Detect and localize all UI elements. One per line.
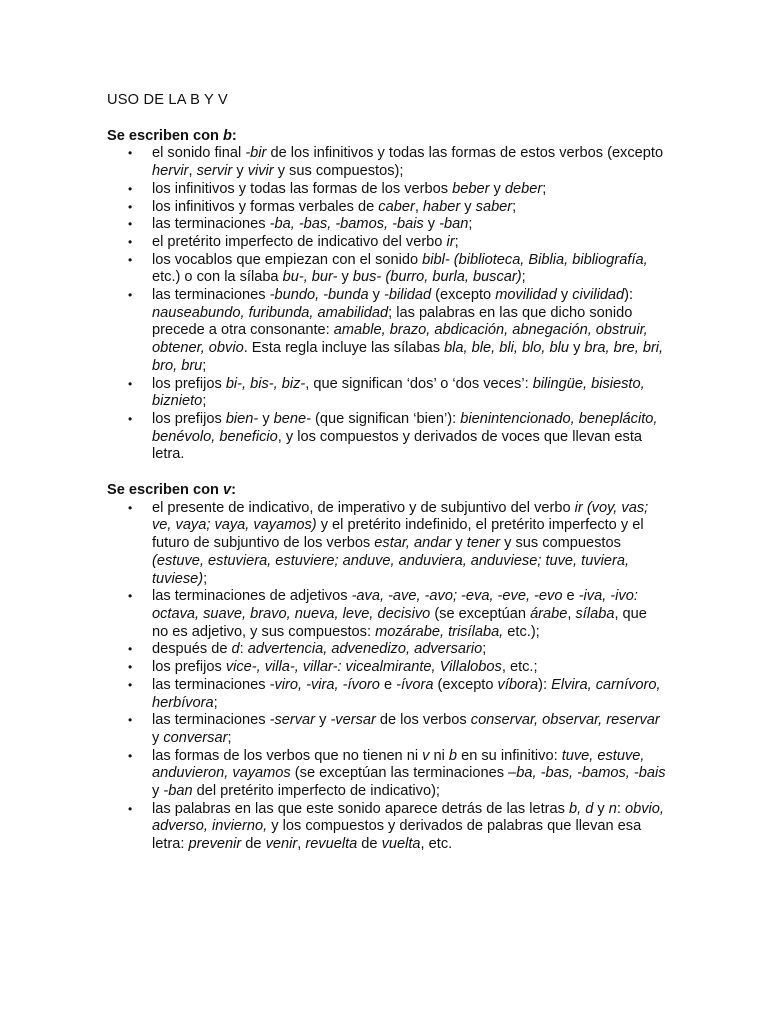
text-run: y — [489, 180, 505, 197]
section-heading — [107, 128, 667, 146]
italic-text: bene- — [273, 410, 311, 427]
italic-text: hervir — [152, 163, 189, 180]
list-item — [152, 712, 667, 747]
rules-list — [107, 500, 667, 854]
italic-text: civilidad — [572, 287, 625, 304]
text-run: , — [297, 836, 306, 853]
italic-text: -ívora — [396, 676, 434, 693]
heading-letter: b — [223, 127, 232, 144]
list-item — [152, 145, 667, 180]
list-item — [152, 801, 667, 854]
italic-text: -viro, -vira, -ívoro — [269, 676, 380, 693]
text-run: ): — [624, 287, 634, 304]
heading-suffix: : — [231, 127, 237, 144]
text-run: , — [414, 198, 423, 215]
italic-text: -ban — [163, 783, 193, 800]
text-run: y sus compuestos — [500, 535, 621, 552]
list-item — [152, 199, 667, 217]
italic-text: movilidad — [495, 287, 557, 304]
italic-text: vivir — [247, 163, 274, 180]
italic-text: –ba, -bas, -bamos, -bais — [508, 765, 666, 782]
italic-text: tener — [466, 535, 501, 552]
text-run: los infinitivos y formas verbales de — [152, 198, 379, 215]
text-run: las terminaciones — [152, 287, 270, 304]
text-run: (que significan ‘bien’): — [311, 410, 461, 427]
text-run: etc.); — [503, 623, 540, 640]
text-run: y — [258, 410, 274, 427]
italic-text: advertencia, advenedizo, adversario — [247, 641, 483, 658]
text-run: , que no es adjetivo, y sus compuestos: — [152, 605, 647, 640]
list-item — [152, 588, 667, 641]
italic-text: beber — [452, 180, 490, 197]
text-run: (excepto — [431, 287, 496, 304]
text-run: las palabras en las que este sonido aparece detrás de las letras — [152, 800, 569, 817]
italic-text: revuelta — [305, 836, 358, 853]
text-run: y — [152, 729, 164, 746]
list-item — [152, 748, 667, 801]
list-item — [152, 216, 667, 234]
rules-list — [107, 145, 667, 464]
italic-text: -ava, -ave, -avo; -eva, -eve, -evo — [351, 588, 563, 605]
text-run: el pretérito imperfecto de indicativo del verbo — [152, 233, 447, 250]
text-run: de los verbos — [375, 712, 471, 729]
italic-text: bi-, bis-, biz- — [225, 375, 306, 392]
text-run: ; — [512, 198, 517, 215]
text-run: , etc.; — [501, 659, 538, 676]
text-run: y — [569, 340, 585, 357]
text-run: ; — [202, 393, 207, 410]
italic-text: ir (voy, vas; ve, vaya; vaya, vayamos) — [152, 499, 649, 534]
italic-text: (estuve, estuviera, estuviere; anduve, anduviera, anduviese; tuve, tuviera, tuviese) — [152, 552, 630, 587]
text-run: y el pretérito indefinido, el pretérito imperfecto y el futuro de subjuntivo de los verbos — [152, 517, 644, 552]
text-run: después de — [152, 641, 232, 658]
italic-text: bus- (burro, burla, buscar) — [352, 269, 522, 286]
italic-text: caber — [378, 198, 415, 215]
text-run: ; — [454, 233, 459, 250]
text-run: las formas de los verbos que no tienen ni — [152, 747, 423, 764]
document-page — [107, 92, 667, 872]
section-heading — [107, 482, 667, 500]
list-item — [152, 641, 667, 659]
text-run: y — [460, 198, 476, 215]
italic-text: -ba, -bas, -bamos, -bais — [269, 216, 424, 233]
text-run: las terminaciones de adjetivos — [152, 588, 352, 605]
text-run: : — [239, 641, 248, 658]
italic-text: b — [448, 747, 458, 764]
list-item — [152, 677, 667, 712]
italic-text: árabe — [530, 605, 568, 622]
section-b — [107, 128, 667, 464]
italic-text: n — [608, 800, 617, 817]
text-run: , etc. — [420, 836, 453, 853]
section-v — [107, 482, 667, 854]
text-run: : — [616, 800, 625, 817]
italic-text: -iva, -ivo: octava, suave, bravo, nueva, leve, decisivo — [152, 588, 638, 622]
italic-text: -bir — [245, 145, 267, 162]
italic-text: prevenir — [188, 836, 242, 853]
list-item — [152, 659, 667, 677]
list-item — [152, 287, 667, 376]
italic-text: amable, brazo, abdicación, abnegación, obstruir, obtener, obvio — [152, 322, 648, 357]
italic-text: ir — [446, 233, 455, 250]
italic-text: mozárabe, trisílaba, — [375, 623, 504, 640]
italic-text: bibl- (biblioteca, Biblia, bibliografía, — [422, 251, 648, 268]
text-run: ; — [213, 694, 218, 711]
text-run: . Esta regla incluye las sílabas — [243, 340, 445, 357]
text-run: los prefijos — [152, 410, 226, 427]
italic-text: sílaba — [575, 605, 615, 622]
italic-text: -versar — [330, 712, 376, 729]
italic-text: Elvira, carnívoro, herbívora — [152, 676, 661, 711]
text-run: de — [241, 836, 266, 853]
text-run: y — [368, 287, 385, 304]
italic-text: estar, andar — [374, 535, 452, 552]
list-item — [152, 376, 667, 411]
text-run: y — [593, 800, 609, 817]
italic-text: nauseabundo, furibunda, amabilidad — [152, 304, 389, 321]
text-run: y — [337, 269, 353, 286]
italic-text: bra, bre, bri, bro, bru — [152, 340, 664, 374]
list-item — [152, 252, 667, 287]
text-run: y — [423, 216, 440, 233]
text-run: ni — [429, 747, 449, 764]
italic-text: bien- — [225, 410, 259, 427]
text-run: , y los compuestos y derivados de voces que llevan esta letra. — [152, 428, 642, 463]
text-run: de los infinitivos y todas las formas de estos verbos (excepto — [266, 145, 664, 162]
text-run: ; — [521, 269, 526, 286]
text-run: y — [556, 287, 573, 304]
italic-text: saber — [475, 198, 513, 215]
text-run: y — [451, 535, 467, 552]
italic-text: víbora — [497, 676, 539, 693]
text-run: del pretérito imperfecto de indicativo); — [192, 783, 440, 800]
text-run: (se exceptúan las terminaciones — [290, 765, 509, 782]
text-run: los prefijos — [152, 375, 226, 392]
text-run: y — [152, 783, 164, 800]
italic-text: bla, ble, bli, blo, blu — [444, 340, 570, 357]
text-run: etc.) o con la sílaba — [152, 269, 283, 286]
text-run: (excepto — [433, 676, 498, 693]
text-run: (se exceptúan — [430, 605, 531, 622]
text-run: ; — [227, 729, 232, 746]
text-run: los prefijos — [152, 659, 226, 676]
text-run: ; — [202, 357, 207, 374]
text-run: los vocablos que empiezan con el sonido — [152, 251, 423, 268]
heading-prefix: Se escriben con — [107, 127, 223, 144]
text-run: ; las palabras en las que dicho sonido precede a otra consonante: — [152, 304, 633, 339]
text-run: , que significan ‘dos’ o ‘dos veces’: — [305, 375, 533, 392]
italic-text: tuve, estuve, anduvieron, vayamos — [152, 747, 645, 782]
text-run: las terminaciones — [152, 676, 270, 693]
text-run: ): — [538, 676, 552, 693]
list-item — [152, 411, 667, 464]
italic-text: b, d — [569, 800, 594, 817]
text-run: el sonido final — [152, 145, 246, 162]
italic-text: bienintencionado, beneplácito, benévolo, beneficio — [152, 410, 658, 445]
italic-text: -ban — [439, 216, 469, 233]
italic-text: bu-, bur- — [282, 269, 338, 286]
text-run: los infinitivos y todas las formas de los verbos — [152, 180, 453, 197]
italic-text: conservar, observar, reservar — [470, 712, 660, 729]
italic-text: v — [422, 747, 430, 764]
text-run: y los compuestos y derivados de palabras que llevan esa letra: — [152, 818, 642, 853]
text-run: ; — [542, 180, 547, 197]
italic-text: deber — [504, 180, 543, 197]
italic-text: -servar — [269, 712, 316, 729]
text-run: , — [567, 605, 576, 622]
italic-text: d — [231, 641, 240, 658]
italic-text: obvio, adverso, invierno, — [152, 800, 664, 835]
italic-text: -bundo, -bunda — [269, 287, 369, 304]
list-item — [152, 181, 667, 199]
heading-suffix: : — [231, 482, 236, 499]
italic-text: servir — [196, 163, 233, 180]
text-run: ; — [482, 641, 487, 658]
italic-text: vuelta — [381, 836, 421, 853]
italic-text: haber — [422, 198, 461, 215]
text-run: las terminaciones — [152, 712, 270, 729]
italic-text: vice-, villa-, villar-: vicealmirante, Villalobos — [225, 659, 502, 676]
text-run: ; — [468, 216, 473, 233]
heading-letter: v — [223, 482, 232, 499]
text-run: y sus compuestos); — [273, 163, 404, 180]
italic-text: -bilidad — [384, 287, 432, 304]
text-run: e — [379, 676, 397, 693]
text-run: e — [562, 588, 579, 605]
text-run: el presente de indicativo, de imperativo y de subjuntivo del verbo — [152, 499, 575, 516]
italic-text: conversar — [163, 729, 228, 746]
text-run: y — [315, 712, 331, 729]
text-run: y — [232, 163, 248, 180]
text-run: ; — [203, 570, 208, 587]
heading-prefix: Se escriben con — [107, 482, 223, 499]
text-run: en su infinitivo: — [457, 747, 562, 764]
text-run: , — [188, 163, 197, 180]
text-run: las terminaciones — [152, 216, 270, 233]
list-item — [152, 234, 667, 252]
list-item — [152, 500, 667, 589]
italic-text: venir — [265, 836, 298, 853]
italic-text: bilingüe, bisiesto, biznieto — [152, 375, 645, 410]
document-title: USO DE LA B Y V — [107, 92, 228, 108]
text-run: de — [357, 836, 382, 853]
